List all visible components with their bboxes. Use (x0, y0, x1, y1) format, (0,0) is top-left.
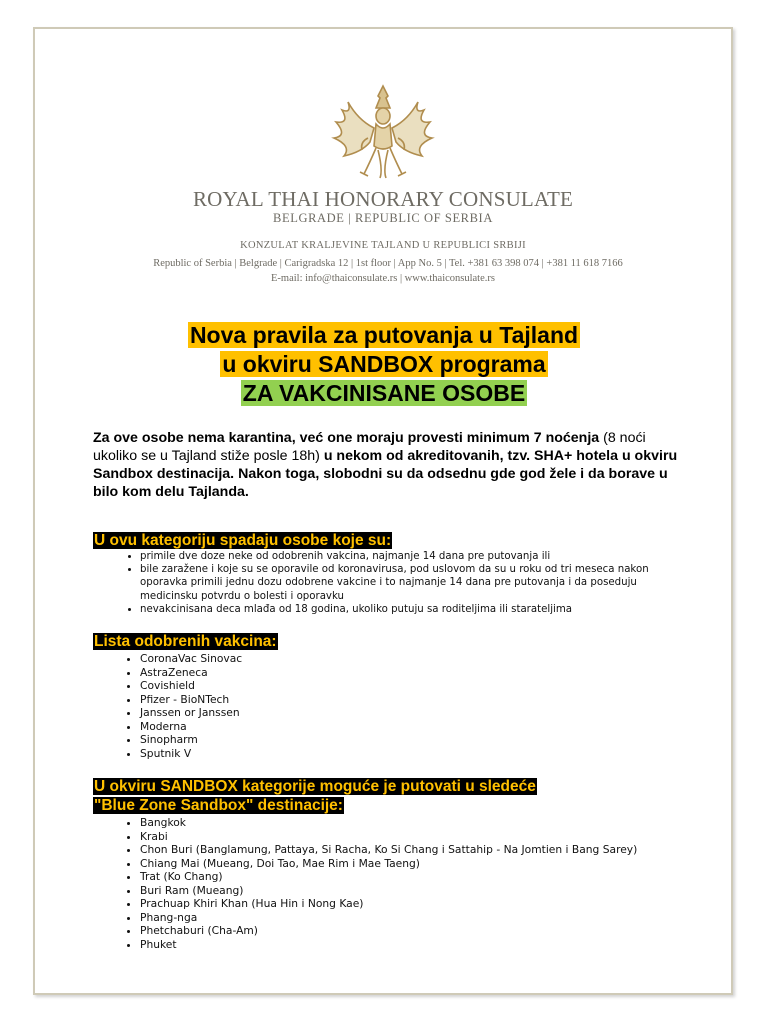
title-line-2: u okviru SANDBOX programa (222, 351, 546, 377)
list-item: • Covishield (140, 679, 685, 693)
vaccines-heading: Lista odobrenih vakcina: (94, 633, 277, 650)
list-item: • Sputnik V (140, 747, 685, 761)
list-item: • Buri Ram (Mueang) (140, 884, 685, 898)
garuda-emblem-icon (318, 80, 448, 180)
list-item: • Moderna (140, 720, 685, 734)
list-item: • Pfizer - BioNTech (140, 693, 685, 707)
list-item: • Trat (Ko Chang) (140, 870, 685, 884)
list-item: • Phang-nga (140, 911, 685, 925)
intro-part-1: Za ove osobe nema karantina, već one moraju provesti minimum 7 noćenja (93, 430, 600, 446)
destinations-heading: U okviru SANDBOX kategorije moguće je putovati u sledeće "Blue Zone Sandbox" destinacije: (94, 778, 536, 814)
categories-list (93, 550, 685, 616)
list-item: • CoronaVac Sinovac (140, 652, 685, 666)
list-item: • bile zaražene i koje su se oporavile od koronavirusa, pod uslovom da su u roku od tri meseca nakon oporavka primili jednu dozu odobrene vakcine i to najmanje 14 dana pre putovanja i da poseduju medicinsku potvrdu o bolesti i oporavku (140, 563, 685, 603)
vaccines-list (93, 652, 685, 760)
destinations-list (93, 816, 685, 951)
list-item: • Bangkok (140, 816, 685, 830)
title-line-1: Nova pravila za putovanja u Tajland (189, 322, 579, 348)
consulate-address: Republic of Serbia | Belgrade | Carigradska 12 | 1st floor | App No. 5 | Tel. +381 63 398 074 | +381 11 618 7166 (153, 258, 623, 269)
consulate-contact: E-mail: info@thaiconsulate.rs | www.thaiconsulate.rs (271, 273, 495, 284)
list-item: • Phuket (140, 938, 685, 952)
list-item: • Janssen or Janssen (140, 706, 685, 720)
list-item: • Chiang Mai (Mueang, Doi Tao, Mae Rim i Mae Taeng) (140, 857, 685, 871)
consulate-title: ROYAL THAI HONORARY CONSULATE (192, 187, 574, 211)
list-item: • Chon Buri (Banglamung, Pattaya, Si Racha, Ko Si Chang i Sattahip - Na Jomtien i Bang Sarey) (140, 843, 685, 857)
list-item: • AstraZeneca (140, 666, 685, 680)
intro-part-3: u nekom od akreditovanih, tzv. SHA+ hotela u okviru Sandbox destinacija. Nakon toga, slobodni su da odsednu gde god žele i da borave u bilo kom delu Tajlanda. (93, 448, 678, 500)
list-item: • Sinopharm (140, 733, 685, 747)
consulate-subtitle: BELGRADE | REPUBLIC OF SERBIA (273, 211, 493, 225)
list-item: • nevakcinisana deca mlađa od 18 godina, ukoliko putuju sa roditeljima ili starateljima (140, 603, 685, 616)
list-item: • Krabi (140, 830, 685, 844)
consulate-letterhead (118, 80, 648, 290)
document-title (0, 321, 768, 408)
title-line-3: ZA VAKCINISANE OSOBE (242, 380, 526, 406)
categories-heading: U ovu kategoriju spadaju osobe koje su: (94, 532, 392, 549)
list-item: • Phetchaburi (Cha-Am) (140, 924, 685, 938)
intro-part-2: (8 noći ukoliko se u Tajland stiže posle 18h) (93, 430, 646, 464)
list-item: • primile dve doze neke od odobrenih vakcina, najmanje 14 dana pre putovanja ili (140, 550, 685, 563)
consulate-serbian-name: KONZULAT KRALJEVINE TAJLAND U REPUBLICI SRBIJI (240, 240, 526, 251)
list-item: • Prachuap Khiri Khan (Hua Hin i Nong Kae) (140, 897, 685, 911)
intro-paragraph (93, 429, 683, 501)
